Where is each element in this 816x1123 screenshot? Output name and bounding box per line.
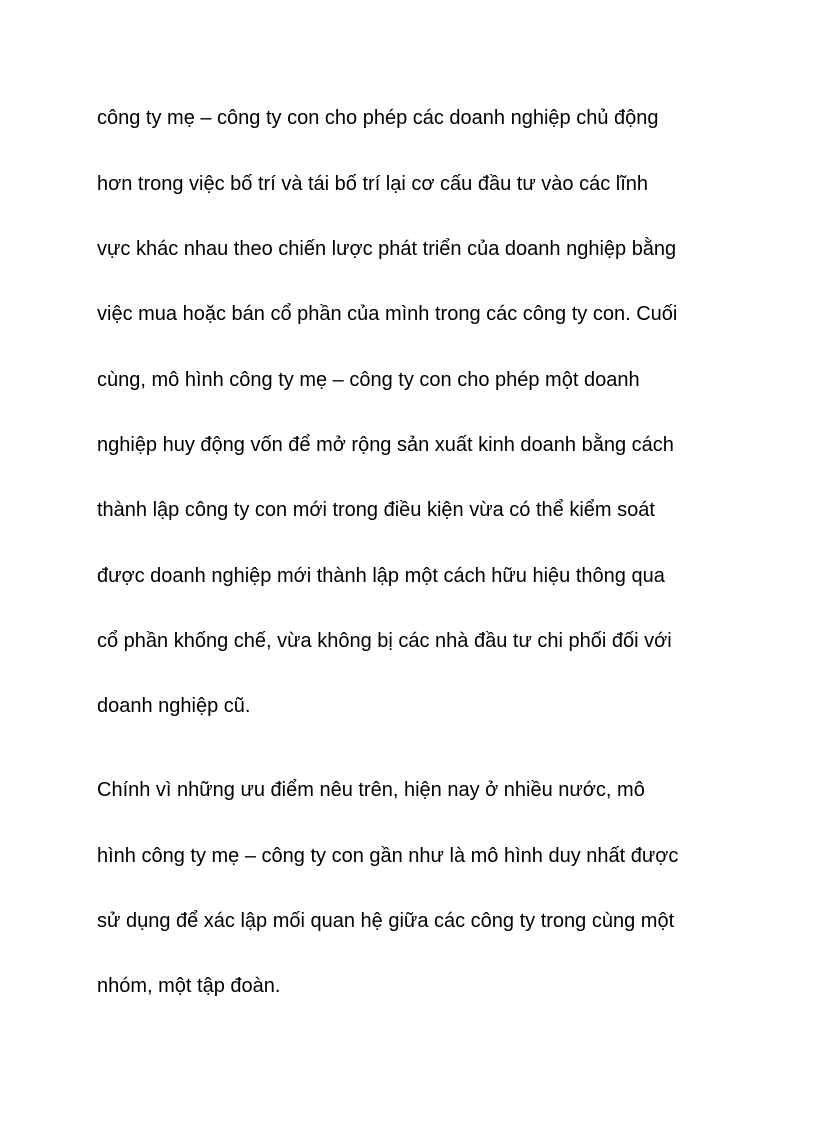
text-line: nghiệp huy động vốn để mở rộng sản xuất kinh doanh bằng cách: [97, 434, 674, 456]
text-line: sử dụng để xác lập mối quan hệ giữa các công ty trong cùng một: [97, 910, 675, 932]
text-line: công ty mẹ – công ty con cho phép các doanh nghiệp chủ động: [97, 107, 659, 129]
text-line: vực khác nhau theo chiến lược phát triển của doanh nghiệp bằng: [97, 238, 677, 260]
text-line: cùng, mô hình công ty mẹ – công ty con cho phép một doanh: [97, 369, 640, 391]
text-line: việc mua hoặc bán cổ phần của mình trong các công ty con. Cuối: [97, 303, 678, 325]
text-line: cổ phần khống chế, vừa không bị các nhà đầu tư chi phối đối với: [97, 630, 672, 652]
text-line: doanh nghiệp cũ.: [97, 695, 251, 717]
text-line: thành lập công ty con mới trong điều kiện vừa có thể kiểm soát: [97, 499, 655, 521]
text-line: nhóm, một tập đoàn.: [97, 975, 281, 997]
text-line: Chính vì những ưu điểm nêu trên, hiện nay ở nhiều nước, mô: [97, 779, 645, 801]
text-line: hình công ty mẹ – công ty con gần như là mô hình duy nhất được: [97, 845, 679, 867]
text-line: được doanh nghiệp mới thành lập một cách hữu hiệu thông qua: [97, 565, 665, 587]
text-line: hơn trong việc bố trí và tái bố trí lại cơ cấu đầu tư vào các lĩnh: [97, 173, 649, 195]
